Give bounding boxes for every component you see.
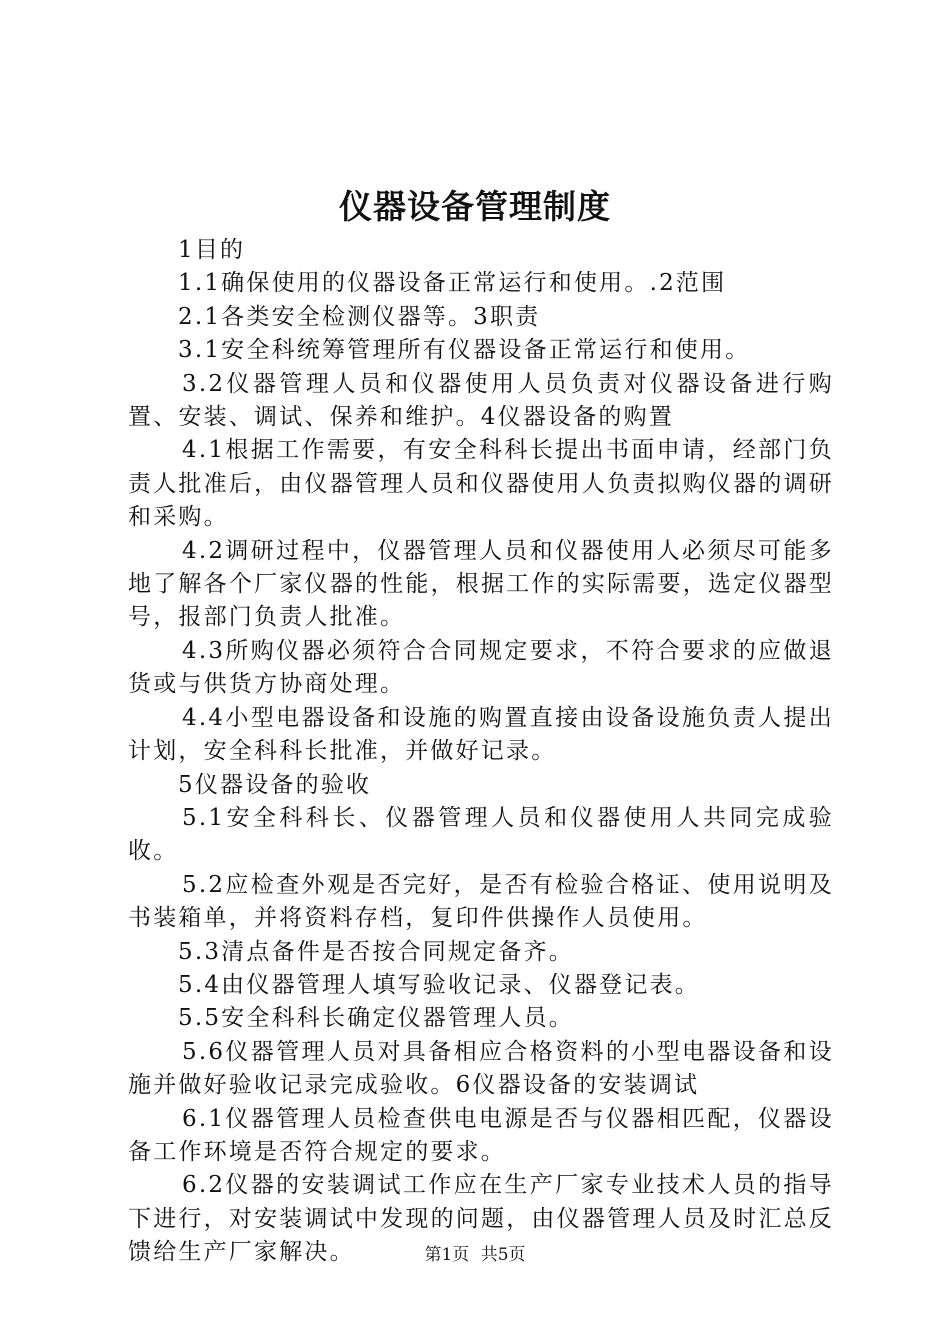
paragraph-9: 4.4小型电器设备和设施的购置直接由设备设施负责人提出计划，安全科科长批准，并做好记录。 [128, 704, 834, 765]
paragraph-16: 5.6仪器管理人员对具备相应合格资料的小型电器设备和设施并做好验收记录完成验收。6仪器设备的安装调试 [128, 1038, 834, 1099]
paragraph-5: 3.2仪器管理人员和仪器使用人员负责对仪器设备进行购置、安装、调试、保养和维护。4仪器设备的购置 [128, 370, 834, 431]
page-footer [0, 1243, 950, 1267]
paragraph-1: 1目的 [178, 237, 246, 263]
paragraph-11: 5.1安全科科长、仪器管理人员和仪器使用人共同完成验收。 [128, 804, 834, 865]
page-total: 共5页 [480, 1245, 526, 1265]
paragraph-6: 4.1根据工作需要，有安全科科长提出书面申请，经部门负责人批准后，由仪器管理人员和仪器使用人负责拟购仪器的调研和采购。 [128, 437, 834, 531]
page-number: 第1页 [424, 1245, 470, 1265]
paragraph-14: 5.4由仪器管理人填写验收记录、仪器登记表。 [178, 971, 700, 998]
paragraph-15: 5.5安全科科长确定仪器管理人员。 [178, 1005, 574, 1032]
paragraph-18: 6.2仪器的安装调试工作应在生产厂家专业技术人员的指导下进行，对安装调试中发现的问题，由仪器管理人员及时汇总反馈给生产厂家解决。 [128, 1172, 834, 1266]
paragraph-10: 5仪器设备的验收 [178, 771, 372, 798]
paragraph-7: 4.2调研过程中，仪器管理人员和仪器使用人必须尽可能多地了解各个厂家仪器的性能，根据工作的实际需要，选定仪器型号，报部门负责人批准。 [128, 537, 834, 631]
paragraph-12: 5.2应检查外观是否完好，是否有检验合格证、使用说明及书装箱单，并将资料存档，复印件供操作人员使用。 [128, 871, 834, 932]
paragraph-3: 2.1各类安全检测仪器等。3职责 [178, 303, 541, 330]
document-title: 仪器设备管理制度 [339, 187, 611, 226]
paragraph-8: 4.3所购仪器必须符合合同规定要求，不符合要求的应做退货或与供货方协商处理。 [128, 637, 834, 698]
paragraph-17: 6.1仪器管理人员检查供电电源是否与仪器相匹配，仪器设备工作环境是否符合规定的要求。 [128, 1105, 834, 1165]
paragraph-4: 3.1安全科统筹管理所有仪器设备正常运行和使用。 [178, 337, 751, 364]
paragraph-13: 5.3清点备件是否按合同规定备齐。 [178, 938, 574, 965]
document-body [128, 234, 834, 1270]
paragraph-2: 1.1确保使用的仪器设备正常运行和使用。.2范围 [178, 270, 727, 297]
